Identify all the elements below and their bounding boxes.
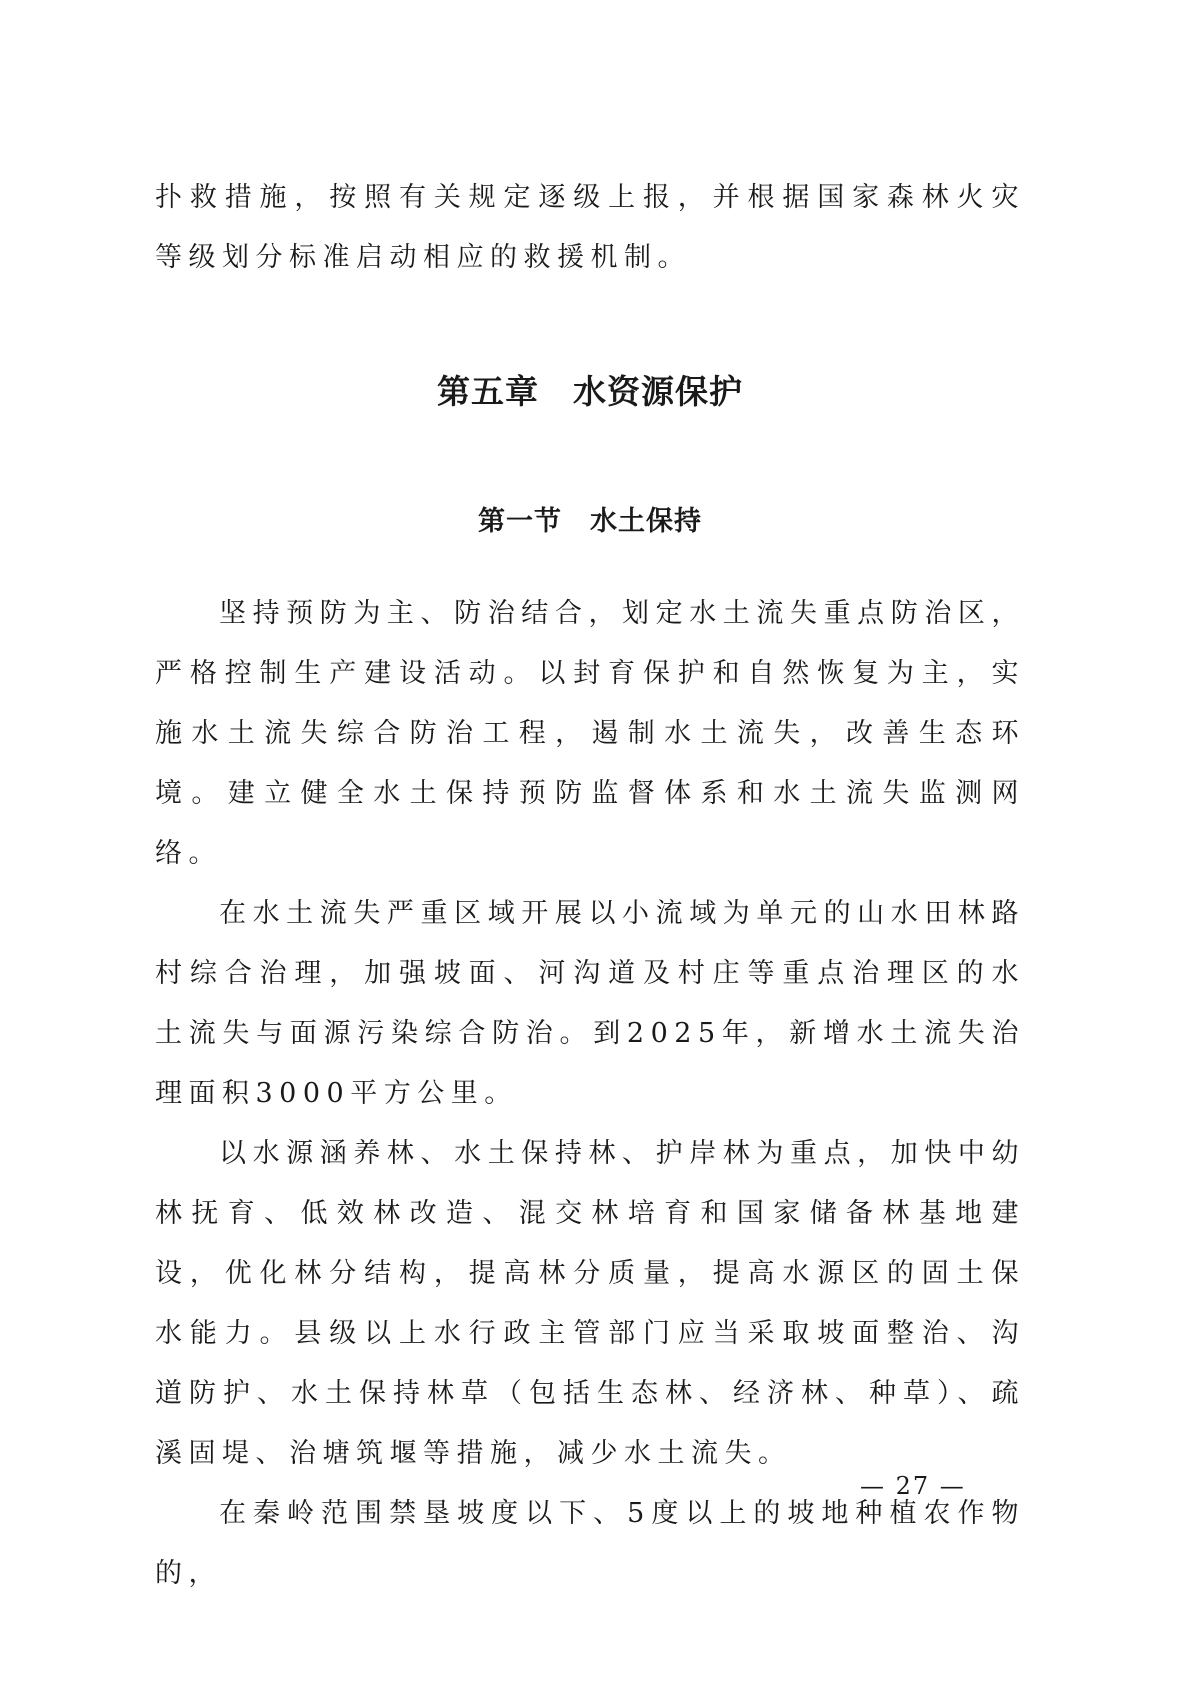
paragraph-intro: 扑救措施，按照有关规定逐级上报，并根据国家森林火灾等级划分标准启动相应的救援机制。 <box>155 182 1025 273</box>
spacer <box>155 288 1025 372</box>
paragraph-3: 以水源涵养林、水土保持林、护岸林为重点，加快中幼林抚育、低效林改造、混交林培育和国家储备林基地建设，优化林分结构，提高林分质量，提高水源区的固土保水能力。县级以上水行政主管部门应当采取坡面整治、沟道防护、水土保持林草（包括生态林、经济林、种草）、疏溪固堤、治塘筑堰等措施，减少水土流失。 <box>155 1138 1025 1469</box>
chapter-title: 第五章 水资源保护 <box>437 372 743 411</box>
section-title: 第一节 水土保持 <box>478 506 702 537</box>
page-number: — 27 — <box>860 1472 966 1500</box>
document-body <box>155 168 1025 1604</box>
spacer <box>155 412 1025 502</box>
paragraph-4: 在秦岭范围禁垦坡度以下、5度以上的坡地种植农作物的， <box>155 1498 1025 1589</box>
paragraph-1: 坚持预防为主、防治结合，划定水土流失重点防治区，严格控制生产建设活动。以封育保护和自然恢复为主，实施水土流失综合防治工程，遏制水土流失，改善生态环境。建立健全水土保持预防监督体系和水土流失监测网络。 <box>155 598 1025 869</box>
paragraph-2: 在水土流失严重区域开展以小流域为单元的山水田林路村综合治理，加强坡面、河沟道及村庄等重点治理区的水土流失与面源污染综合防治。到2025年，新增水土流失治理面积3000平方公里。 <box>155 898 1025 1109</box>
spacer <box>155 542 1025 584</box>
